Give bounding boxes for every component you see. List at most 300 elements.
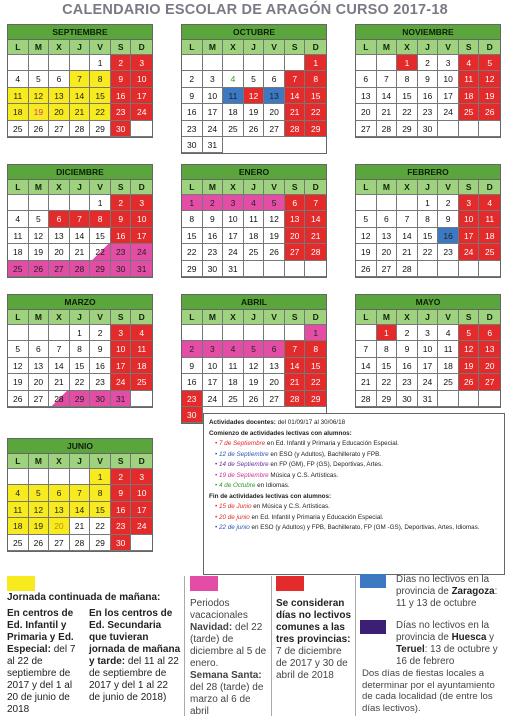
- day-cell: 24: [203, 121, 224, 137]
- weekday-label: S: [459, 180, 480, 195]
- day-cell: 12: [29, 228, 50, 244]
- bullet-icon: •: [215, 503, 219, 510]
- day-cell: 7: [356, 341, 377, 357]
- day-cell: 9: [111, 211, 132, 227]
- week-row: [8, 325, 152, 341]
- weekday-label: X: [397, 310, 418, 325]
- day-cell: 3: [131, 55, 152, 71]
- weekday-label: M: [203, 180, 224, 195]
- weekday-label: D: [479, 40, 500, 55]
- weekday-label: D: [131, 40, 152, 55]
- weekday-label: V: [438, 40, 459, 55]
- day-cell: 26: [244, 121, 265, 137]
- day-cell: 11: [8, 228, 29, 244]
- day-cell: 15: [418, 228, 439, 244]
- weekday-label: J: [244, 180, 265, 195]
- comunes-bold: Se consideran días no lectivos comunes a las tres provincias:: [276, 598, 352, 645]
- day-cell: 11: [244, 211, 265, 227]
- day-cell: 18: [459, 88, 480, 104]
- day-cell: 5: [244, 71, 265, 87]
- day-cell: 31: [223, 261, 244, 277]
- empty-cell: [479, 261, 500, 277]
- month-title: OCTUBRE: [182, 25, 326, 40]
- weekday-header: [8, 310, 152, 325]
- month-title: ENERO: [182, 165, 326, 180]
- weekday-label: L: [8, 40, 29, 55]
- comienzo-title: Comienzo de actividades lectivas con alumnos:: [209, 429, 352, 437]
- day-cell: 29: [90, 121, 111, 137]
- empty-cell: [182, 325, 203, 341]
- day-cell: 30: [418, 121, 439, 137]
- day-cell: 10: [203, 88, 224, 104]
- weekday-header: [8, 40, 152, 55]
- empty-cell: [182, 55, 203, 71]
- empty-cell: [203, 325, 224, 341]
- month-title: MARZO: [8, 295, 152, 310]
- info-item: [209, 502, 499, 513]
- empty-cell: [70, 195, 91, 211]
- day-cell: 14: [49, 358, 70, 374]
- day-cell: 1: [70, 325, 91, 341]
- weekday-label: M: [377, 180, 398, 195]
- red-swatch: [276, 576, 304, 591]
- day-cell: 22: [90, 104, 111, 120]
- weekday-header: [8, 180, 152, 195]
- day-cell: 18: [8, 104, 29, 120]
- vacaciones-text2: del 22 (tarde) de diciembre al 5 de enero.: [190, 622, 267, 669]
- zaragoza-text2: : 11 y 13 de octubre: [396, 586, 498, 609]
- blue-swatch: [360, 574, 386, 588]
- day-cell: 16: [111, 88, 132, 104]
- day-cell: 9: [90, 341, 111, 357]
- week-row: [356, 228, 500, 244]
- day-cell: 9: [203, 211, 224, 227]
- weekday-header: [182, 180, 326, 195]
- day-cell: 4: [131, 325, 152, 341]
- empty-cell: [305, 137, 326, 153]
- day-cell: 2: [203, 195, 224, 211]
- week-row: [182, 358, 326, 374]
- day-cell: 1: [90, 195, 111, 211]
- vacaciones-text3: del 28 (tarde) de marzo al 6 de abril: [190, 682, 264, 717]
- day-cell: 27: [49, 261, 70, 277]
- day-cell: 6: [377, 211, 398, 227]
- day-cell: 17: [459, 228, 480, 244]
- day-cell: 21: [397, 244, 418, 260]
- day-cell: 6: [264, 341, 285, 357]
- day-cell: 15: [90, 502, 111, 518]
- info-date: 19 de Septiembre: [218, 471, 269, 479]
- weekday-header: [356, 310, 500, 325]
- empty-cell: [356, 325, 377, 341]
- day-cell: 12: [459, 341, 480, 357]
- day-cell: 4: [244, 195, 265, 211]
- empty-cell: [418, 261, 439, 277]
- vacaciones-navidad-bold: Navidad:: [190, 622, 233, 633]
- day-cell: 24: [223, 244, 244, 260]
- week-row: [8, 228, 152, 244]
- docentes-label: Actividades docentes:: [209, 419, 276, 426]
- zaragoza-text: Días no lectivos en la provincia de: [396, 574, 490, 597]
- empty-cell: [244, 137, 265, 153]
- day-cell: 2: [397, 325, 418, 341]
- day-cell: 25: [8, 535, 29, 551]
- day-cell: 10: [418, 341, 439, 357]
- month-title: FEBRERO: [356, 165, 500, 180]
- day-cell: 23: [90, 374, 111, 390]
- week-row: [182, 374, 326, 390]
- day-cell: 28: [397, 261, 418, 277]
- day-cell: 10: [111, 341, 132, 357]
- weekday-label: V: [90, 454, 111, 469]
- legend-jornada-secundaria: [89, 608, 181, 704]
- day-cell: 18: [8, 244, 29, 260]
- day-cell: 1: [377, 325, 398, 341]
- week-row: [356, 71, 500, 87]
- day-cell: 3: [223, 195, 244, 211]
- day-cell: 30: [111, 535, 132, 551]
- empty-cell: [8, 469, 29, 485]
- weekday-label: M: [203, 40, 224, 55]
- day-cell: 31: [203, 137, 224, 153]
- week-row: [8, 55, 152, 71]
- docentes-line: [209, 418, 499, 429]
- day-cell: 31: [111, 391, 132, 407]
- weekday-label: J: [418, 310, 439, 325]
- day-cell: 12: [244, 358, 265, 374]
- day-cell: 13: [377, 228, 398, 244]
- day-cell: 22: [90, 244, 111, 260]
- day-cell: 26: [29, 261, 50, 277]
- week-row: [182, 211, 326, 227]
- day-cell: 10: [223, 211, 244, 227]
- day-cell: 17: [131, 228, 152, 244]
- week-row: [182, 121, 326, 137]
- day-cell: 5: [29, 485, 50, 501]
- bullet-icon: •: [215, 450, 219, 458]
- week-row: [356, 195, 500, 211]
- legend-zaragoza: [396, 574, 506, 610]
- day-cell: 24: [438, 104, 459, 120]
- day-cell: 21: [305, 228, 326, 244]
- month-septiembre: [7, 24, 153, 138]
- zaragoza-bold: Zaragoza: [451, 586, 495, 597]
- empty-cell: [8, 195, 29, 211]
- day-cell: 13: [479, 341, 500, 357]
- day-cell: 8: [90, 211, 111, 227]
- legend-fiestas-locales: [362, 668, 508, 714]
- day-cell: 30: [90, 391, 111, 407]
- week-row: [182, 341, 326, 357]
- day-cell: 5: [8, 341, 29, 357]
- day-cell: 23: [182, 121, 203, 137]
- weekday-label: L: [182, 40, 203, 55]
- day-cell: 17: [203, 374, 224, 390]
- day-cell: 16: [90, 358, 111, 374]
- empty-cell: [264, 55, 285, 71]
- info-date: 20 de junio: [218, 513, 250, 521]
- day-cell: 8: [90, 485, 111, 501]
- day-cell: 14: [70, 228, 91, 244]
- jornada-primaria-bold: En centros de Ed. Infantil y Primaria y Ed. Especial:: [7, 608, 74, 655]
- week-row: [182, 244, 326, 260]
- fin-title: Fin de actividades lectivas con alumnos:: [209, 492, 332, 500]
- weekday-label: S: [285, 180, 306, 195]
- day-cell: 27: [49, 121, 70, 137]
- day-cell: 17: [418, 358, 439, 374]
- day-cell: 4: [8, 211, 29, 227]
- day-cell: 22: [377, 374, 398, 390]
- weekday-label: J: [70, 40, 91, 55]
- day-cell: 24: [131, 104, 152, 120]
- day-cell: 19: [29, 104, 50, 120]
- day-cell: 21: [356, 374, 377, 390]
- day-cell: 25: [8, 261, 29, 277]
- day-cell: 9: [111, 71, 132, 87]
- day-cell: 6: [49, 71, 70, 87]
- empty-cell: [8, 55, 29, 71]
- day-cell: 27: [356, 121, 377, 137]
- day-cell: 30: [203, 261, 224, 277]
- teruel-text: : 13 de octubre y 16 de febrero: [396, 644, 498, 667]
- day-cell: 20: [49, 244, 70, 260]
- day-cell: 5: [29, 211, 50, 227]
- info-date: 7 de Septiembre: [218, 440, 266, 447]
- month-title: MAYO: [356, 295, 500, 310]
- day-cell: 28: [70, 121, 91, 137]
- day-cell: 4: [223, 71, 244, 87]
- day-cell: 25: [244, 244, 265, 260]
- pink-swatch: [190, 576, 218, 591]
- week-row: [8, 485, 152, 501]
- month-octubre: [181, 24, 327, 154]
- day-cell: 27: [479, 374, 500, 390]
- empty-cell: [438, 261, 459, 277]
- weekday-label: X: [223, 40, 244, 55]
- info-date: 12 de Septiembre: [218, 450, 269, 458]
- day-cell: 23: [203, 244, 224, 260]
- jornada-secundaria-text: del 11 al 22 de septiembre de 2017 y del 1 al 22 de junio de 2018): [89, 656, 179, 703]
- day-cell: 13: [264, 358, 285, 374]
- day-cell: 13: [285, 211, 306, 227]
- day-cell: 7: [70, 485, 91, 501]
- day-cell: 24: [131, 244, 152, 260]
- week-row: [182, 391, 326, 407]
- day-cell: 9: [397, 341, 418, 357]
- weekday-label: L: [8, 310, 29, 325]
- day-cell: 23: [182, 391, 203, 407]
- day-cell: 14: [305, 211, 326, 227]
- empty-cell: [438, 391, 459, 407]
- day-cell: 28: [49, 391, 70, 407]
- day-cell: 12: [244, 88, 265, 104]
- weekday-header: [182, 40, 326, 55]
- day-cell: 23: [397, 374, 418, 390]
- weekday-label: D: [131, 310, 152, 325]
- fiestas-locales-text: Dos días de fiestas locales a determinar por el ayuntamiento de cada localidad (de entre los días lectivos).: [362, 668, 495, 714]
- day-cell: 19: [29, 244, 50, 260]
- day-cell: 3: [203, 341, 224, 357]
- empty-cell: [459, 261, 480, 277]
- bullet-icon: •: [215, 524, 219, 531]
- empty-cell: [285, 325, 306, 341]
- day-cell: 3: [203, 71, 224, 87]
- day-cell: 6: [285, 195, 306, 211]
- weekday-label: S: [285, 310, 306, 325]
- weekday-label: S: [459, 310, 480, 325]
- weekday-label: X: [49, 180, 70, 195]
- day-cell: 29: [90, 535, 111, 551]
- empty-cell: [479, 121, 500, 137]
- day-cell: 1: [182, 195, 203, 211]
- week-row: [8, 261, 152, 277]
- day-cell: 12: [356, 228, 377, 244]
- day-cell: 14: [356, 358, 377, 374]
- day-cell: 28: [305, 244, 326, 260]
- day-cell: 26: [29, 121, 50, 137]
- info-date: 14 de Septiembre: [218, 461, 269, 468]
- day-cell: 4: [459, 55, 480, 71]
- weekday-label: X: [223, 310, 244, 325]
- weekday-label: V: [264, 310, 285, 325]
- day-cell: 11: [223, 88, 244, 104]
- day-cell: 7: [305, 195, 326, 211]
- day-cell: 17: [131, 88, 152, 104]
- day-cell: 17: [203, 104, 224, 120]
- empty-cell: [70, 55, 91, 71]
- day-cell: 10: [131, 211, 152, 227]
- weekday-label: L: [182, 310, 203, 325]
- empty-cell: [285, 55, 306, 71]
- empty-cell: [438, 121, 459, 137]
- info-box: [203, 413, 505, 575]
- empty-cell: [49, 325, 70, 341]
- day-cell: 21: [70, 104, 91, 120]
- day-cell: 16: [111, 502, 132, 518]
- empty-cell: [285, 261, 306, 277]
- weekday-label: D: [305, 180, 326, 195]
- day-cell: 15: [70, 358, 91, 374]
- day-cell: 14: [70, 502, 91, 518]
- month-abril: [181, 294, 327, 424]
- legend-divider: [184, 576, 185, 716]
- day-cell: 20: [356, 104, 377, 120]
- weekday-label: J: [70, 180, 91, 195]
- day-cell: 1: [90, 55, 111, 71]
- day-cell: 30: [111, 261, 132, 277]
- day-cell: 11: [223, 358, 244, 374]
- week-row: [356, 121, 500, 137]
- day-cell: 1: [305, 325, 326, 341]
- day-cell: 12: [8, 358, 29, 374]
- day-cell: 6: [29, 341, 50, 357]
- month-title: ABRIL: [182, 295, 326, 310]
- info-text: en Ed. Infantil y Primaria y Educación Especial.: [265, 440, 399, 447]
- day-cell: 10: [131, 71, 152, 87]
- weekday-label: S: [111, 454, 132, 469]
- day-cell: 16: [182, 374, 203, 390]
- day-cell: 22: [70, 374, 91, 390]
- day-cell: 2: [111, 55, 132, 71]
- day-cell: 5: [479, 55, 500, 71]
- weekday-label: L: [356, 180, 377, 195]
- empty-cell: [356, 55, 377, 71]
- day-cell: 27: [49, 535, 70, 551]
- day-cell: 5: [29, 71, 50, 87]
- week-row: [8, 211, 152, 227]
- empty-cell: [305, 261, 326, 277]
- day-cell: 20: [285, 228, 306, 244]
- day-cell: 26: [29, 535, 50, 551]
- empty-cell: [131, 121, 152, 137]
- day-cell: 7: [285, 341, 306, 357]
- weekday-label: J: [70, 310, 91, 325]
- day-cell: 14: [397, 228, 418, 244]
- day-cell: 22: [182, 244, 203, 260]
- day-cell: 3: [418, 325, 439, 341]
- day-cell: 11: [131, 341, 152, 357]
- week-row: [8, 121, 152, 137]
- empty-cell: [49, 469, 70, 485]
- day-cell: 21: [70, 518, 91, 534]
- huesca-text2: y: [486, 632, 495, 643]
- weekday-label: V: [264, 180, 285, 195]
- week-row: [8, 469, 152, 485]
- day-cell: 10: [131, 485, 152, 501]
- day-cell: 9: [111, 485, 132, 501]
- day-cell: 28: [70, 261, 91, 277]
- day-cell: 16: [182, 104, 203, 120]
- empty-cell: [377, 55, 398, 71]
- weekday-label: S: [285, 40, 306, 55]
- day-cell: 21: [70, 244, 91, 260]
- day-cell: 8: [377, 341, 398, 357]
- day-cell: 19: [29, 518, 50, 534]
- day-cell: 13: [356, 88, 377, 104]
- week-row: [182, 104, 326, 120]
- weekday-label: J: [244, 40, 265, 55]
- info-text: en FP (GM), FP (GS), Deportivas, Artes.: [268, 461, 383, 468]
- day-cell: 22: [305, 104, 326, 120]
- day-cell: 3: [459, 195, 480, 211]
- day-cell: 14: [377, 88, 398, 104]
- weekday-label: J: [244, 310, 265, 325]
- weekday-label: S: [111, 310, 132, 325]
- weekday-label: D: [305, 310, 326, 325]
- vacaciones-text1: Periodos vacacionales: [190, 598, 248, 621]
- day-cell: 23: [111, 244, 132, 260]
- bullet-icon: •: [215, 482, 219, 489]
- weekday-label: D: [131, 454, 152, 469]
- empty-cell: [356, 195, 377, 211]
- week-row: [356, 261, 500, 277]
- empty-cell: [244, 261, 265, 277]
- weekday-label: D: [479, 180, 500, 195]
- day-cell: 26: [264, 244, 285, 260]
- info-text: en Música y C.S. Artísticas.: [251, 503, 330, 510]
- yellow-swatch: [7, 576, 35, 591]
- day-cell: 21: [285, 104, 306, 120]
- bullet-icon: •: [215, 513, 219, 521]
- week-row: [182, 88, 326, 104]
- day-cell: 4: [8, 71, 29, 87]
- week-row: [8, 195, 152, 211]
- day-cell: 2: [111, 469, 132, 485]
- week-row: [356, 88, 500, 104]
- day-cell: 27: [285, 244, 306, 260]
- day-cell: 15: [90, 88, 111, 104]
- day-cell: 23: [111, 518, 132, 534]
